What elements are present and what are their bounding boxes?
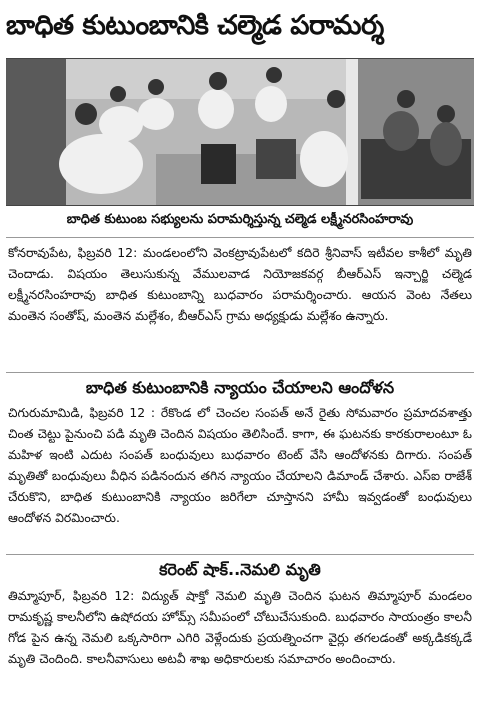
divider: [6, 554, 474, 555]
article-body: చిగురుమామిడి, ఫిబ్రవరి 12 : రేకొండ లో చెంచల సంపత్ అనే రైతు సోమవారం ప్రమాదవశాత్తు చింత చెట్టు పైనుంచి పడి మృతి చెందిన విషయం తెలిసిందే. కాగా, ఈ ఘటనకు కారకురాలంటూ ఓ మహిళ ఇంటి ఎదుట సంపత్ బంధువులు బుధవారం టెంట్ వేసి ఆందోళనకు దిగారు. సంపత్ మృతితో బంధువులు వీధిన పడినందున తగిన న్యాయం చేయాలని డిమాండ్ చేశారు. ఎస్ఐ రాజేశ్ చేరుకొని, బాధిత కుటుంబానికి న్యాయం జరిగేలా చూస్తానని హామీ ఇవ్వడంతో బంధువులు ఆందోళన విరమించారు.: [8, 405, 472, 525]
photo-caption: బాధిత కుటుంబ సభ్యులను పరామర్శిస్తున్న చల్మెడ లక్ష్మీనరసింహరావు: [66, 212, 414, 227]
article-body: కోనరావుపేట, ఫిబ్రవరి 12: మండలంలోని వెంకట్రావుపేటలో కదిరె శ్రీనివాస్ ఇటీవల కాశీలో మృతి చెందాడు. విషయం తెలుసుకున్న వేములవాడ నియోజకవర్గ బీఆర్ఎస్ ఇన్చార్జి చల్మెడ లక్ష్మీనరసింహరావు బాధిత కుటుంబాన్ని బుధవారం పరామర్శించారు. ఆయన వెంట నేతలు మంతెన సంతోష్, మంతెన మల్లేశం, బీఆర్ఎస్ గ్రామ అధ్యక్షుడు మల్లేశం ఉన్నారు.: [8, 245, 472, 323]
news-photo: [6, 58, 474, 206]
divider: [6, 372, 474, 373]
headline: బాధిత కుటుంబానికి చల్మెడ పరామర్శ: [6, 10, 384, 41]
subheadline: కరెంట్ షాక్..నెమలి మృతి: [159, 560, 321, 579]
article-body: తిమ్మాపూర్, ఫిబ్రవరి 12: విద్యుత్ షాక్తో నెమలి మృతి చెందిన ఘటన తిమ్మాపూర్ మండలం రామకృష్ణ కాలనీలోని ఉషోదయ హోమ్స్ సమీపంలో చోటుచేసుకుంది. బుధవారం సాయంత్రం కాలనీ గోడ పైన ఉన్న నెమలి ఒక్కసారిగా ఎగిరి వెళ్లేందుకు ప్రయత్నించగా వైర్లు తగలడంతో అక్కడికక్కడే మృతి చెందింది. కాలనీవాసులు అటవీ శాఖ అధికారులకు సమాచారం అందించారు.: [8, 588, 472, 666]
subheadline: బాధిత కుటుంబానికి న్యాయం చేయాలని ఆందోళన: [85, 378, 395, 397]
divider: [6, 237, 474, 238]
